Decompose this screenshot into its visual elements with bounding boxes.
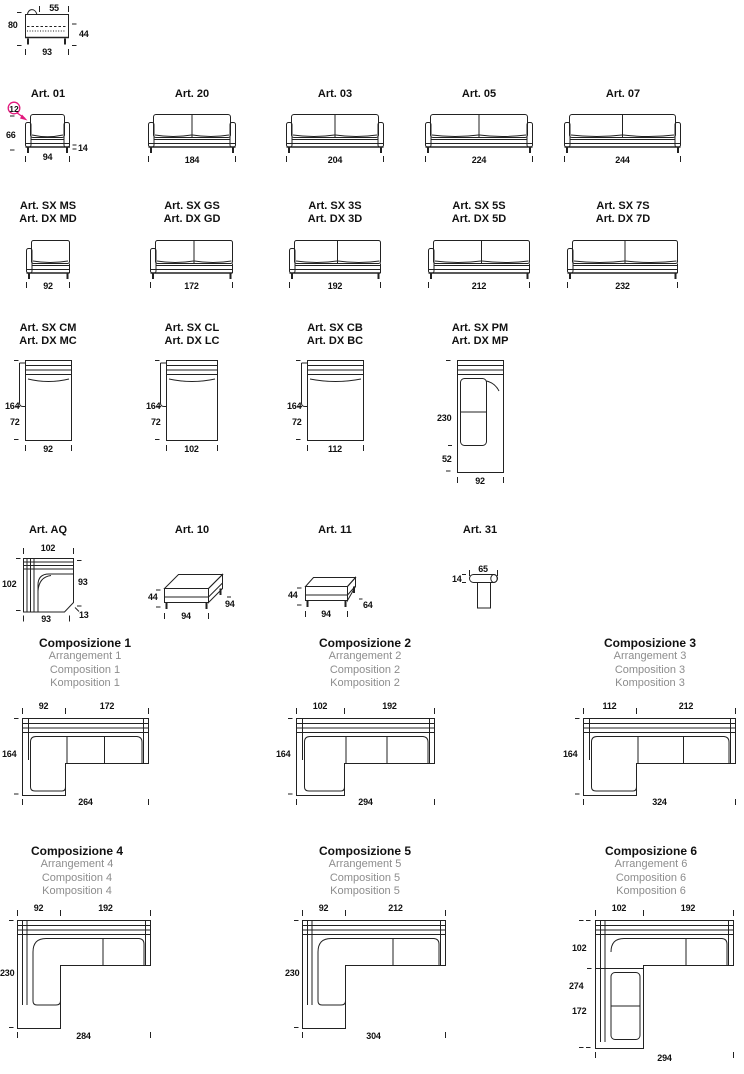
composition-subtitle: Composition 1 xyxy=(49,663,121,676)
comp5-top2-dim: 212 xyxy=(388,903,403,913)
composition-title: Composizione 5 xyxy=(318,844,411,858)
art-11-height-dim: 44 xyxy=(288,590,298,600)
art-11-width-dim: 94 xyxy=(321,609,331,619)
art-sxcl-seat-dim: 72 xyxy=(151,417,161,427)
title-line1: Art. SX CM xyxy=(19,322,77,334)
composition-subtitle: Arrangement 4 xyxy=(40,858,114,870)
art-01-leg-dim: 14 xyxy=(78,143,88,153)
title-line2: Art. DX MD xyxy=(19,213,77,225)
art-10-height-dim: 44 xyxy=(148,592,158,602)
art-aq-top-dim: 102 xyxy=(40,543,56,553)
side-top-dim: 55 xyxy=(49,3,59,13)
composition-6-titles xyxy=(571,844,731,899)
art-aq-left-dim: 102 xyxy=(2,579,17,589)
art-sxms-title xyxy=(0,200,108,226)
composition-6-figure xyxy=(569,902,744,1068)
art-sxpm-width-dim: 92 xyxy=(475,476,485,486)
art-sxpm-depth-dim: 230 xyxy=(437,413,452,423)
art-03-figure xyxy=(286,112,384,168)
art-sxcm-depth-dim: 164 xyxy=(5,401,20,411)
side-view-figure xyxy=(8,4,120,62)
composition-4-titles xyxy=(0,844,157,899)
composition-subtitle: Composition 4 xyxy=(41,871,113,884)
comp1-top2-dim: 172 xyxy=(99,701,115,711)
composition-subtitle: Arrangement 2 xyxy=(328,650,402,662)
composition-1-drawing xyxy=(2,700,164,812)
art-11-figure xyxy=(288,572,383,624)
composition-title: Composizione 6 xyxy=(604,844,697,858)
title-line1: Art. SX 7S xyxy=(596,200,650,212)
art-01-title: Art. 01 xyxy=(30,88,66,100)
art-aq-title: Art. AQ xyxy=(28,524,68,536)
comp2-bottom-dim: 294 xyxy=(358,797,373,807)
title-line2: Art. DX LC xyxy=(164,335,220,347)
art-sxcm-title xyxy=(0,322,108,348)
comp4-side-dim: 230 xyxy=(0,968,15,978)
composition-4-figure xyxy=(0,902,162,1048)
art-sx5s-title xyxy=(419,200,539,226)
composition-subtitle: Arrangement 6 xyxy=(614,858,688,870)
art-sx3s-width-dim: 192 xyxy=(327,281,343,291)
art-10-depth-dim: 94 xyxy=(225,599,235,609)
title-line2: Art. DX 3D xyxy=(307,213,363,225)
title-line1: Art. SX GS xyxy=(164,200,220,212)
art-sxpm-seat-dim: 52 xyxy=(442,454,452,464)
composition-3-figure xyxy=(563,700,744,812)
composition-subtitle: Komposition 3 xyxy=(615,677,685,689)
art-sx3s-figure xyxy=(289,238,381,294)
comp1-top1-dim: 92 xyxy=(38,701,49,711)
side-bottom-dim: 93 xyxy=(42,47,52,57)
art-01-callout: 12 xyxy=(9,104,19,114)
art-20-figure xyxy=(148,112,236,168)
composition-subtitle: Composition 6 xyxy=(615,871,687,884)
comp5-top1-dim: 92 xyxy=(318,903,329,913)
composition-title: Composizione 3 xyxy=(603,636,696,650)
composition-2-figure xyxy=(276,700,450,812)
comp2-top1-dim: 102 xyxy=(312,701,328,711)
art-sxcb-depth-dim: 164 xyxy=(287,401,302,411)
comp3-side-dim: 164 xyxy=(563,749,578,759)
art-sx7s-title xyxy=(563,200,683,226)
art-sx5s-width-dim: 212 xyxy=(471,281,487,291)
composition-5-figure xyxy=(285,902,457,1048)
composition-5-drawing xyxy=(285,902,457,1048)
art-31-figure xyxy=(452,560,515,614)
art-10-width-dim: 94 xyxy=(181,611,191,621)
composition-title: Composizione 4 xyxy=(30,844,123,858)
title-line2: Art. DX BC xyxy=(306,335,364,347)
art-31-width-dim: 65 xyxy=(478,564,488,574)
art-01-width-dim: 94 xyxy=(42,152,53,162)
composition-subtitle: Arrangement 3 xyxy=(613,650,687,662)
art-05-title: Art. 05 xyxy=(461,88,497,100)
title-line2: Art. DX MC xyxy=(19,335,77,347)
art-07-figure xyxy=(564,112,681,168)
title-line2: Art. DX GD xyxy=(163,213,221,225)
art-03-title: Art. 03 xyxy=(317,88,353,100)
art-01-figure xyxy=(6,100,94,166)
composition-subtitle: Composition 5 xyxy=(329,871,401,884)
title-line1: Art. SX PM xyxy=(451,322,509,334)
comp5-side-dim: 230 xyxy=(285,968,300,978)
title-line2: Art. DX 5D xyxy=(451,213,507,225)
composition-subtitle: Komposition 4 xyxy=(42,885,112,897)
art-sxms-width-dim: 92 xyxy=(43,281,53,291)
art-sxpm-figure xyxy=(437,360,513,492)
art-sxgs-figure xyxy=(150,238,233,294)
comp6-side1-dim: 102 xyxy=(572,943,587,953)
art-sx3s-title xyxy=(275,200,395,226)
art-sxcb-figure xyxy=(287,360,372,458)
art-sxgs-title xyxy=(132,200,252,226)
comp4-bottom-dim: 284 xyxy=(76,1031,91,1041)
art-sxcl-width-dim: 102 xyxy=(184,444,199,454)
comp4-top2-dim: 192 xyxy=(98,903,113,913)
side-left-dim: 80 xyxy=(8,20,18,30)
composition-subtitle: Komposition 1 xyxy=(50,677,120,689)
art-31-height-dim: 14 xyxy=(452,574,462,584)
composition-subtitle: Komposition 6 xyxy=(616,885,686,897)
art-sxcm-seat-dim: 72 xyxy=(10,417,20,427)
title-line1: Art. SX 5S xyxy=(452,200,506,212)
art-07-title: Art. 07 xyxy=(605,88,641,100)
comp6-side3-dim: 172 xyxy=(572,1006,587,1016)
title-line2: Art. DX 7D xyxy=(595,213,651,225)
comp1-side-dim: 164 xyxy=(2,749,17,759)
art-sxpm-title xyxy=(420,322,540,348)
art-31-title: Art. 31 xyxy=(462,524,498,536)
composition-6-drawing xyxy=(578,902,744,1068)
comp6-top1-dim: 102 xyxy=(611,903,627,913)
comp3-top1-dim: 112 xyxy=(602,701,617,711)
art-aq-corner-dim: 13 xyxy=(79,610,89,620)
art-sxcl-depth-dim: 164 xyxy=(146,401,161,411)
composition-1-figure xyxy=(2,700,164,812)
art-sxgs-width-dim: 172 xyxy=(184,281,199,291)
composition-subtitle: Composition 3 xyxy=(614,663,686,676)
art-01-height-dim: 66 xyxy=(6,130,16,140)
comp6-side2-dim: 274 xyxy=(569,981,584,991)
art-05-width-dim: 224 xyxy=(471,155,487,165)
art-05-figure xyxy=(425,112,533,168)
comp4-top1-dim: 92 xyxy=(33,903,44,913)
art-sxcb-seat-dim: 72 xyxy=(292,417,302,427)
art-20-width-dim: 184 xyxy=(184,155,200,165)
art-sxms-figure xyxy=(26,238,70,294)
comp2-top2-dim: 192 xyxy=(382,701,397,711)
comp1-bottom-dim: 264 xyxy=(78,797,93,807)
title-line1: Art. SX 3S xyxy=(308,200,362,212)
art-20-title: Art. 20 xyxy=(174,88,210,100)
composition-subtitle: Komposition 2 xyxy=(330,677,400,689)
comp3-bottom-dim: 324 xyxy=(652,797,667,807)
composition-2-drawing xyxy=(276,700,450,812)
art-sxcl-title xyxy=(132,322,252,348)
art-aq-bottom-dim: 93 xyxy=(41,614,51,624)
composition-title: Composizione 1 xyxy=(38,636,131,650)
art-sxcl-figure xyxy=(146,360,226,458)
title-line1: Art. SX CL xyxy=(164,322,220,334)
art-11-depth-dim: 64 xyxy=(363,600,373,610)
composition-2-titles xyxy=(285,636,445,691)
composition-subtitle: Arrangement 1 xyxy=(48,650,122,662)
art-07-width-dim: 244 xyxy=(615,155,630,165)
comp5-bottom-dim: 304 xyxy=(366,1031,381,1041)
title-line1: Art. SX CB xyxy=(307,322,363,334)
composition-3-drawing xyxy=(563,700,744,812)
composition-title: Composizione 2 xyxy=(318,636,411,650)
comp6-bottom-dim: 294 xyxy=(657,1053,672,1063)
art-10-title: Art. 10 xyxy=(174,524,210,536)
art-sxcm-width-dim: 92 xyxy=(43,444,53,454)
art-sxcm-figure xyxy=(5,360,81,458)
side-right-dim: 44 xyxy=(79,29,89,39)
composition-subtitle: Arrangement 5 xyxy=(328,858,402,870)
art-aq-figure xyxy=(2,544,100,630)
title-line1: Art. SX MS xyxy=(19,200,77,212)
composition-4-drawing xyxy=(0,902,162,1048)
art-10-figure xyxy=(148,566,240,624)
composition-5-titles xyxy=(285,844,445,899)
comp6-top2-dim: 192 xyxy=(680,903,696,913)
art-03-width-dim: 204 xyxy=(327,155,343,165)
title-line2: Art. DX MP xyxy=(451,335,509,347)
art-11-title: Art. 11 xyxy=(318,524,352,536)
art-sxcb-width-dim: 112 xyxy=(328,444,342,454)
composition-3-titles xyxy=(570,636,730,691)
art-sx5s-figure xyxy=(428,238,530,294)
composition-subtitle: Komposition 5 xyxy=(330,885,400,897)
comp2-side-dim: 164 xyxy=(276,749,291,759)
art-sx7s-figure xyxy=(567,238,678,294)
art-sx7s-width-dim: 232 xyxy=(615,281,630,291)
art-aq-right-dim: 93 xyxy=(78,577,88,587)
composition-1-titles xyxy=(5,636,165,691)
comp3-top2-dim: 212 xyxy=(678,701,694,711)
composition-subtitle: Composition 2 xyxy=(329,663,401,676)
art-sxpm-drawing xyxy=(437,360,513,492)
art-sxcb-title xyxy=(275,322,395,348)
